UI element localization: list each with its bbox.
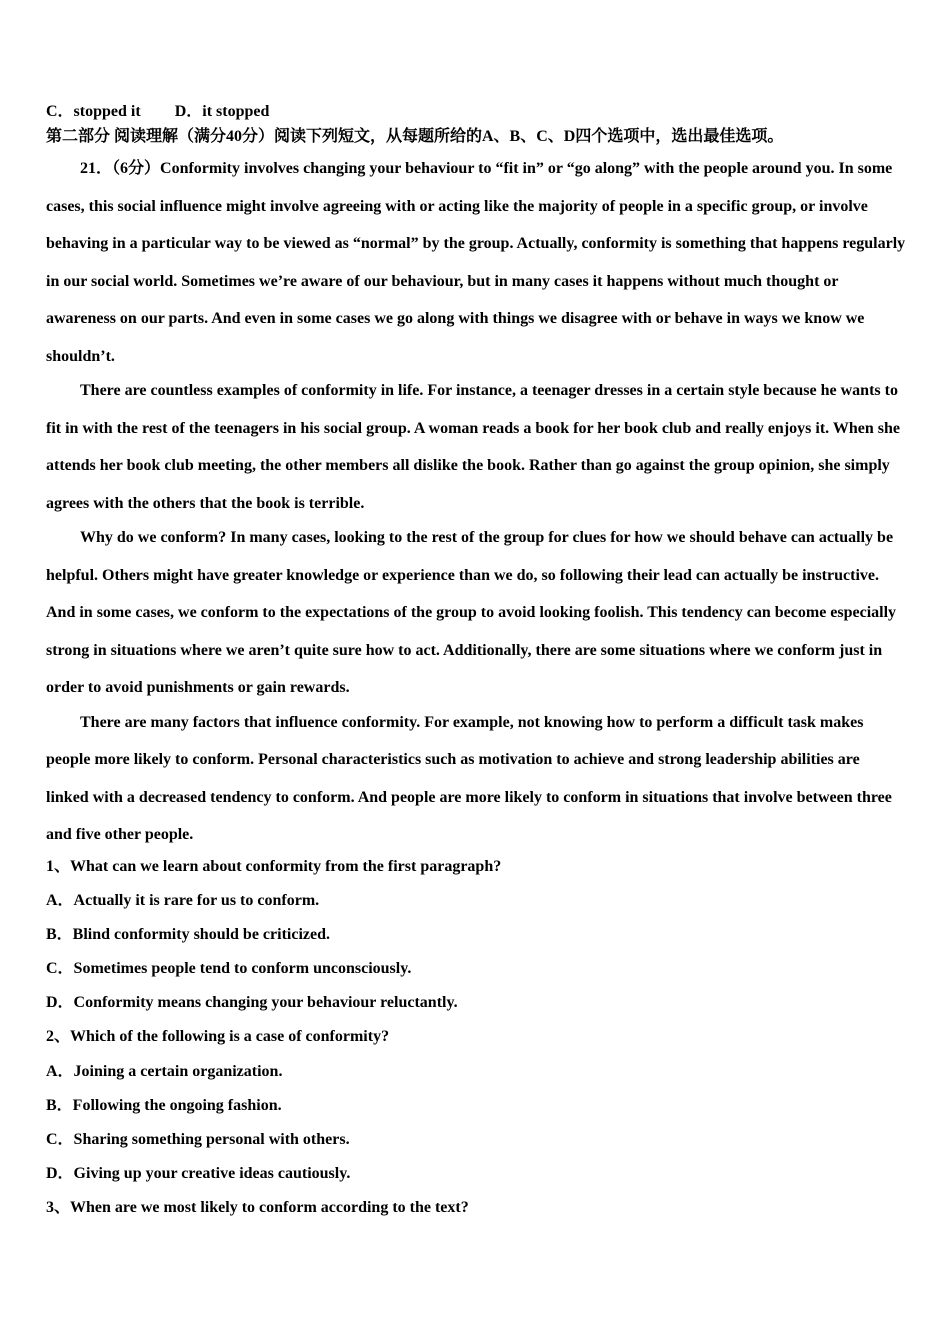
question-2-option-b: B．Following the ongoing fashion.: [46, 1096, 282, 1114]
question-1-option-a: A．Actually it is rare for us to conform.: [46, 891, 320, 909]
previous-question-options: [46, 100, 906, 124]
passage-paragraph-3: Why do we conform? In many cases, looking to the rest of the group for clues for how we should behave can actually be helpful. Others might have greater knowledge or experience than we do, so following their lead can actually be instructive. And in some cases, we conform to the expectations of the group to avoid looking foolish. This tendency can become especially strong in situations where we aren’t quite sure how to act. Additionally, there are some situations where we conform just in order to avoid punishments or gain rewards.: [46, 529, 897, 696]
question-1-option-b: B．Blind conformity should be criticized.: [46, 925, 331, 943]
question-2-option-a: A．Joining a certain organization.: [46, 1062, 283, 1080]
question-2-option-d: D．Giving up your creative ideas cautiously.: [46, 1165, 351, 1183]
question-3-stem: 3、When are we most likely to conform according to the text?: [46, 1199, 469, 1217]
question-list: [46, 850, 906, 1226]
reading-passage: [46, 150, 906, 854]
question-1-option-d: D．Conformity means changing your behaviour reluctantly.: [46, 994, 458, 1012]
question-2-option-c: C．Sharing something personal with others.: [46, 1131, 350, 1148]
section-heading: 第二部分 阅读理解（满分40分）阅读下列短文，从每题所给的A、B、C、D四个选项中，选出最佳选项。: [46, 128, 784, 145]
previous-option-d: D．it stopped: [174, 103, 270, 120]
question-1-stem: 1、What can we learn about conformity from the first paragraph?: [46, 857, 502, 875]
question-2-stem: 2、Which of the following is a case of conformity?: [46, 1028, 390, 1046]
passage-paragraph-4: There are many factors that influence conformity. For example, not knowing how to perform a difficult task makes people more likely to conform. Personal characteristics such as motivation to achieve and strong leadership abilities are linked with a decreased tendency to conform. And people are more likely to conform in situations that involve between three and five other people.: [46, 713, 892, 843]
passage-number-label: 21．（6分）: [80, 160, 161, 177]
passage-paragraph-1-text: Conformity involves changing your behaviour to “fit in” or “go along” with the people around you. In some cases, this social influence might involve agreeing with or acting like the majority of people in a specific group, or involve behaving in a particular way to be viewed as “normal” by the group. Actually, conformity is something that happens regularly in our social world. Sometimes we’re aware of our behaviour, but in many cases it happens without much thought or awareness on our parts. And even in some cases we go along with things we disagree with or behave in ways we know we shouldn’t.: [46, 160, 906, 365]
previous-option-c: C．stopped it: [46, 103, 141, 120]
passage-paragraph-2: There are countless examples of conformity in life. For instance, a teenager dresses in a certain style because he wants to fit in with the rest of the teenagers in his social group. A woman reads a book for her book club and really enjoys it. When she attends her book club meeting, the other members all dislike the book. Rather than go against the group opinion, she simply agrees with the others that the book is terrible.: [46, 382, 900, 512]
question-1-option-c: C．Sometimes people tend to conform unconsciously.: [46, 960, 412, 978]
passage-paragraph-1: [46, 150, 906, 375]
document-page: [46, 100, 906, 1226]
